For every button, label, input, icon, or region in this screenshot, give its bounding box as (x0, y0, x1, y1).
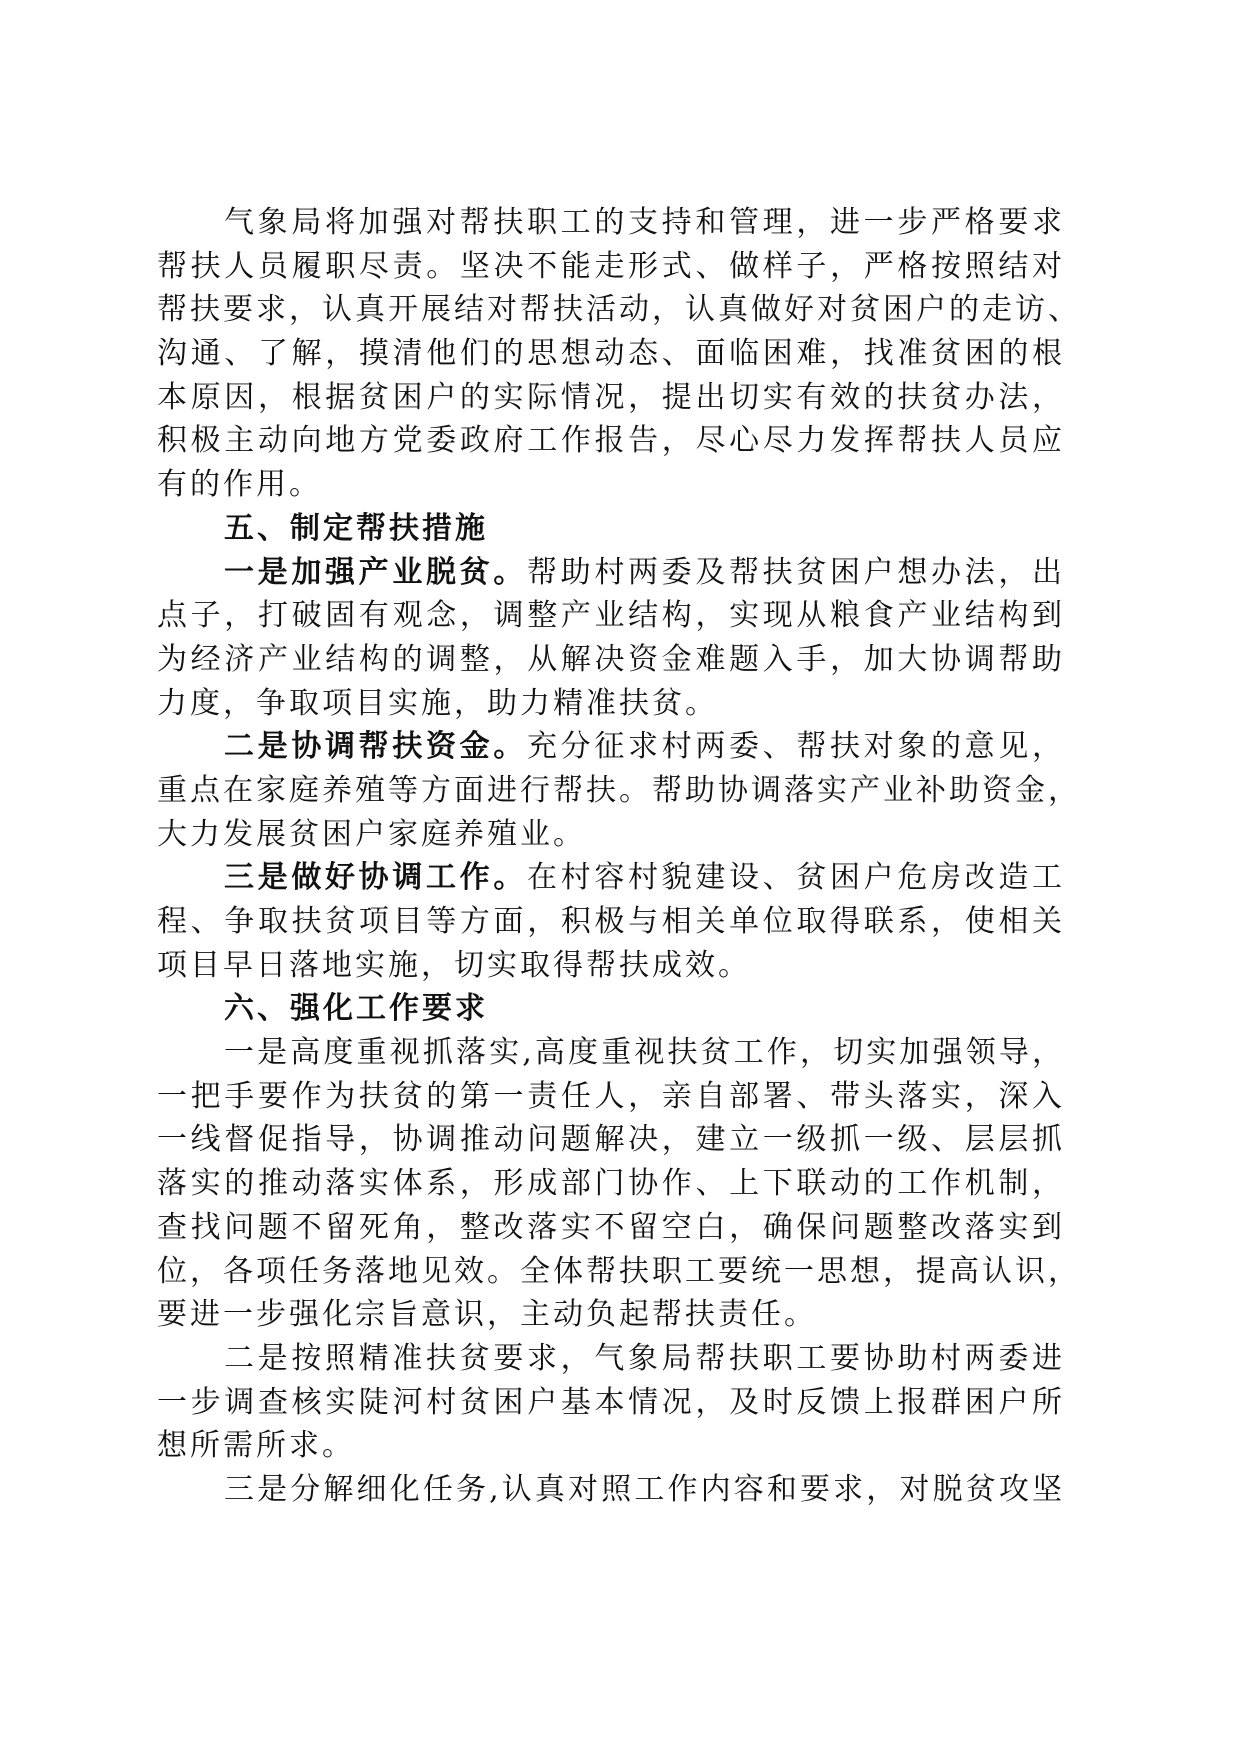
text-line (157, 769, 1081, 813)
line-text: 查找问题不留死角，整改落实不留空白，确保问题整改落实到 (157, 1209, 1065, 1245)
text-line (157, 551, 1065, 595)
text-line (157, 1468, 1065, 1512)
paragraph (157, 551, 1065, 726)
line-text: 重点在家庭养殖等方面进行帮扶。帮助协调落实产业补助资金， (157, 772, 1081, 808)
line-text: 一把手要作为扶贫的第一责任人，亲自部署、带头落实，深入 (157, 1078, 1065, 1114)
line-text: 程、争取扶贫项目等方面，积极与相关单位取得联系，使相关 (157, 904, 1065, 939)
section-heading (157, 507, 1065, 551)
text-line (157, 1162, 1065, 1206)
bold-lead: 二是协调帮扶资金。 (224, 729, 527, 765)
text-line (157, 1075, 1065, 1119)
line-text: 帮扶人员履职尽责。坚决不能走形式、做样子，严格按照结对 (157, 248, 1065, 284)
line-text: 气象局将加强对帮扶职工的支持和管理，进一步严格要求 (224, 205, 1065, 240)
text-line (157, 1206, 1065, 1250)
line-text: 要进一步强化宗旨意识，主动负起帮扶责任。 (157, 1297, 817, 1333)
text-line (157, 1118, 1065, 1162)
paragraph (157, 1031, 1081, 1337)
paragraph (157, 1337, 1065, 1468)
line-text: 一步调查核实陡河村贫困户基本情况，及时反馈上报群困户所 (157, 1384, 1065, 1420)
line-text: 落实的推动落实体系，形成部门协作、上下联动的工作机制， (157, 1166, 1065, 1202)
text-line (157, 944, 1065, 988)
line-text: 在村容村貌建设、贫困户危房改造工 (527, 860, 1065, 896)
line-text: 位，各项任务落地见效。全体帮扶职工要统一思想，提高认识， (157, 1253, 1081, 1289)
paragraph (157, 856, 1065, 987)
text-line (157, 987, 1065, 1031)
line-text: 帮助村两委及帮扶贫困户想办法，出 (527, 554, 1065, 590)
text-line (157, 419, 1065, 463)
bold-lead: 一是加强产业脱贫。 (224, 554, 527, 590)
line-text: 本原因，根据贫困户的实际情况，提出切实有效的扶贫办法， (157, 379, 1065, 415)
text-line (157, 1337, 1065, 1381)
text-line (157, 332, 1065, 376)
text-line (157, 507, 1065, 551)
line-text: 点子，打破固有观念，调整产业结构，实现从粮食产业结构到 (157, 598, 1065, 634)
text-line (157, 725, 1065, 769)
text-line (157, 682, 1065, 726)
text-line (157, 1293, 1065, 1337)
text-line (157, 376, 1065, 420)
paragraph (157, 1468, 1065, 1512)
text-line (157, 900, 1065, 944)
text-line (157, 1250, 1081, 1294)
line-text: 有的作用。 (157, 467, 322, 503)
line-text: 帮扶要求，认真开展结对帮扶活动，认真做好对贫困户的走访、 (157, 292, 1081, 328)
text-line (157, 245, 1065, 289)
text-line (157, 1031, 1065, 1075)
text-line (157, 201, 1065, 245)
text-line (157, 856, 1065, 900)
line-text: 六、强化工作要求 (224, 991, 488, 1027)
line-text: 为经济产业结构的调整，从解决资金难题入手，加大协调帮助 (157, 641, 1065, 677)
line-text: 充分征求村两委、帮扶对象的意见， (527, 729, 1065, 765)
text-line (157, 288, 1081, 332)
line-text: 五、制定帮扶措施 (224, 510, 488, 546)
text-line (157, 638, 1065, 682)
bold-lead: 三是做好协调工作。 (224, 860, 527, 896)
line-text: 项目早日落地实施，切实取得帮扶成效。 (157, 947, 751, 983)
text-line (157, 813, 1065, 857)
paragraph (157, 725, 1081, 856)
line-text: 一是高度重视抓落实,高度重视扶贫工作，切实加强领导， (224, 1035, 1065, 1071)
line-text: 力度，争取项目实施，助力精准扶贫。 (157, 685, 718, 721)
line-text: 一线督促指导，协调推动问题解决，建立一级抓一级、层层抓 (157, 1122, 1065, 1158)
paragraph (157, 201, 1081, 507)
text-line (157, 594, 1065, 638)
line-text: 积极主动向地方党委政府工作报告，尽心尽力发挥帮扶人员应 (157, 423, 1065, 459)
text-line (157, 1424, 1065, 1468)
line-text: 二是按照精准扶贫要求，气象局帮扶职工要协助村两委进 (224, 1340, 1065, 1376)
document-page (157, 201, 1081, 1512)
line-text: 大力发展贫困户家庭养殖业。 (157, 816, 586, 852)
section-heading (157, 987, 1065, 1031)
line-text: 沟通、了解，摸清他们的思想动态、面临困难，找准贫困的根 (157, 336, 1065, 372)
text-line (157, 463, 1065, 507)
line-text: 三是分解细化任务,认真对照工作内容和要求，对脱贫攻坚 (224, 1471, 1065, 1507)
text-line (157, 1381, 1065, 1425)
line-text: 想所需所求。 (157, 1428, 355, 1464)
